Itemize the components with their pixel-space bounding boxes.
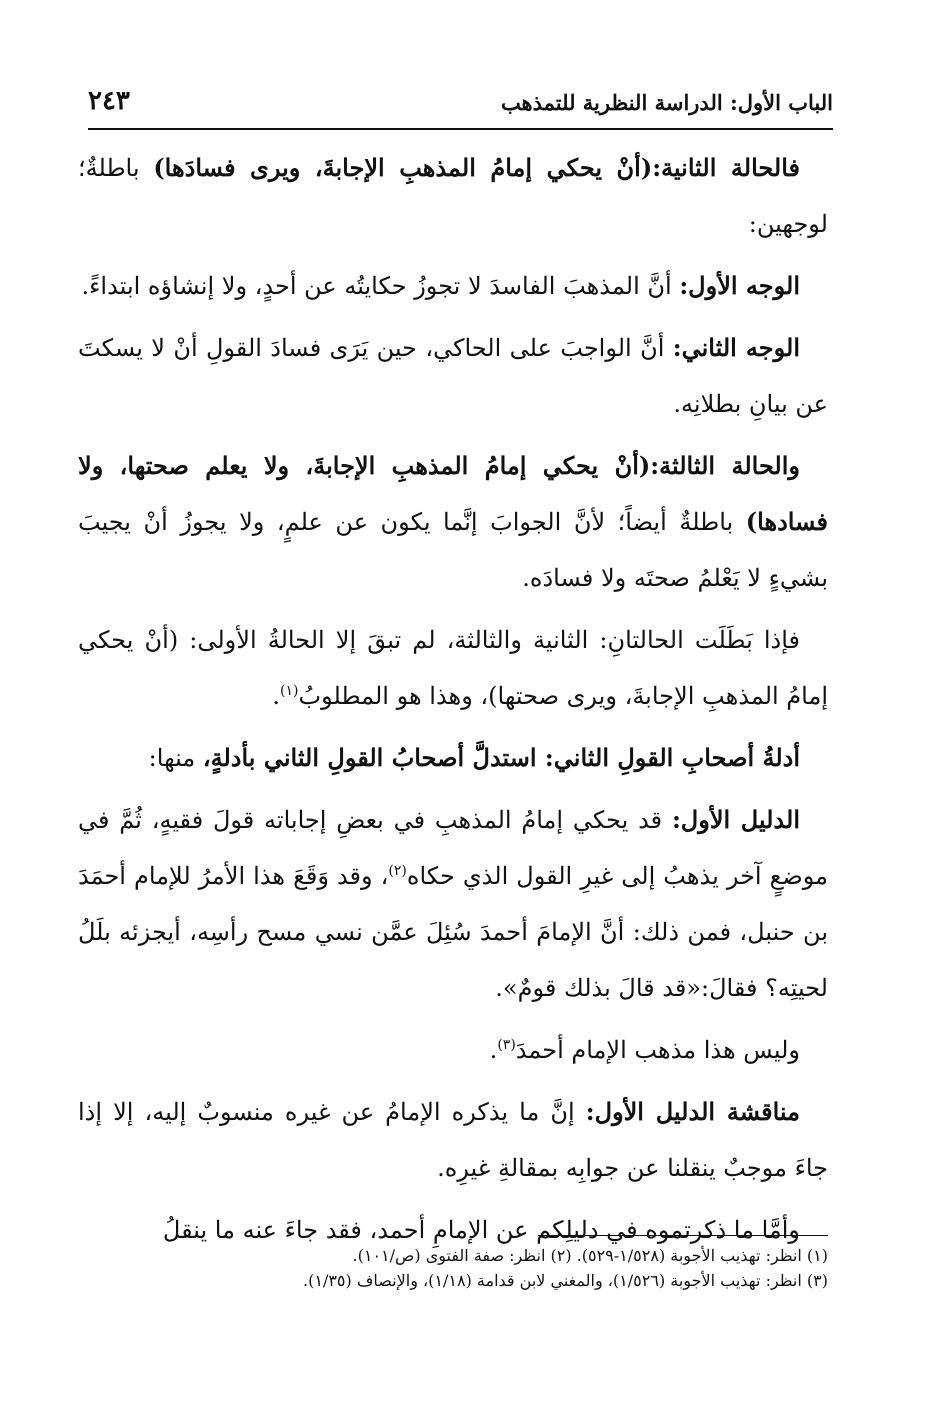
running-header (88, 84, 833, 130)
bold-heading: الدليل الأول: (671, 805, 801, 834)
footnote-line: (٣) انظر: تهذيب الأجوبة (١/٥٢٦)، والمغني لابن قدامة (١/١٨)، والإنصاف (١/٣٥). (303, 1271, 828, 1290)
paragraph-tail: . (272, 682, 281, 710)
paragraph (78, 1084, 828, 1196)
paragraph-text: أنَّ الواجبَ على الحاكي، حين يَرَى فسادَ القولِ أنْ لا يسكتَ عن بيانِ بطلانِه. (78, 334, 828, 418)
page-number: ٢٤٣ (88, 86, 130, 116)
paragraph-text: باطلةٌ؛ لوجهين: (78, 154, 828, 238)
main-text (78, 140, 828, 1264)
paragraph-text: باطلةٌ أيضاً؛ لأنَّ الجوابَ إنَّما يكون عن علمٍ، ولا يجوزُ أنْ يجيبَ بشيءٍ لا يَعْلمُ صحتَه ولا فسادَه. (78, 508, 828, 592)
bold-heading: فالحالة الثانية:(أنْ يحكي إمامُ المذهبِ الإجابةَ، ويرى فسادَها) (153, 153, 800, 182)
footnote-ref[interactable]: (٢) (388, 863, 407, 879)
paragraph-text: فإذا بَطَلَت الحالتانِ: الثانية والثالثة، لم تبقَ إلا الحالةُ الأولى: (أنْ يحكي إمامُ المذهبِ الإجابةَ، ويرى صحتها)، وهذا هو المطلوبُ (78, 626, 828, 710)
paragraph (78, 612, 828, 724)
bold-heading: الوجه الثاني: (672, 333, 800, 362)
footnote-ref[interactable]: (٣) (497, 1037, 516, 1053)
footnote-divider (538, 1235, 828, 1236)
paragraph (78, 1022, 828, 1078)
bold-heading: أدلةُ أصحابِ القولِ الثاني: استدلَّ أصحابُ القولِ الثاني بأدلةٍ، (202, 743, 800, 772)
paragraph-text: وليس هذا مذهب الإمام أحمدَ (515, 1036, 800, 1064)
paragraph (78, 438, 828, 606)
paragraph (78, 140, 828, 252)
paragraph (78, 258, 828, 314)
paragraph-tail: ، وقد وَقَعَ هذا الأمرُ للإمام أحمَدَ بن حنبل، فمن ذلك: أنَّ الإمامَ أحمدَ سُئِلَ عمَّن نسي مسح رأسِه، أيجزئه بلَلُ لحيتِه؟ فقالَ:«قد قالَ بذلك قومٌ». (78, 862, 828, 1002)
paragraph (78, 320, 828, 432)
paragraph-text: وأمَّا ما ذكرتموه في دليلِكم عن الإمامِ أحمد، فقد جاءَ عنه ما ينقلُ (162, 1216, 800, 1244)
paragraph-tail: . (489, 1036, 498, 1064)
bold-heading: مناقشة الدليل الأول: (585, 1097, 800, 1126)
paragraph-text: منها: (148, 744, 203, 772)
footnote-ref[interactable]: (١) (280, 683, 299, 699)
paragraph (78, 792, 828, 1016)
footnotes (78, 1243, 828, 1293)
paragraph-text: إنَّ ما يذكره الإمامُ عن غيره منسوبٌ إليه، إلا إذا جاءَ موجبٌ ينقلنا عن جوابِه بمقالةِ غيرِه. (78, 1098, 828, 1182)
footnote-line: (١) انظر: تهذيب الأجوبة (١/٥٢٨-٥٢٩). (٢) انظر: صفة الفتوى (ص/١٠١). (352, 1246, 828, 1265)
chapter-title: الباب الأول: الدراسة النظرية للتمذهب (500, 90, 833, 115)
paragraph-text: قد يحكي إمامُ المذهبِ في بعضِ إجاباته قولَ فقيهٍ، ثُمَّ في موضعٍ آخر يذهبُ إلى غيرِ القول الذي حكاه (78, 806, 829, 890)
bold-heading: الوجه الأول: (679, 271, 800, 300)
bold-heading: والحالة الثالثة:(أنْ يحكي إمامُ المذهبِ الإجابةَ، ولا يعلم صحتها، ولا فسادها) (78, 451, 828, 536)
paragraph-text: أنَّ المذهبَ الفاسدَ لا تجوزُ حكايتُه عن أحدٍ، ولا إنشاؤه ابتداءً. (81, 272, 680, 300)
paragraph (78, 730, 828, 786)
